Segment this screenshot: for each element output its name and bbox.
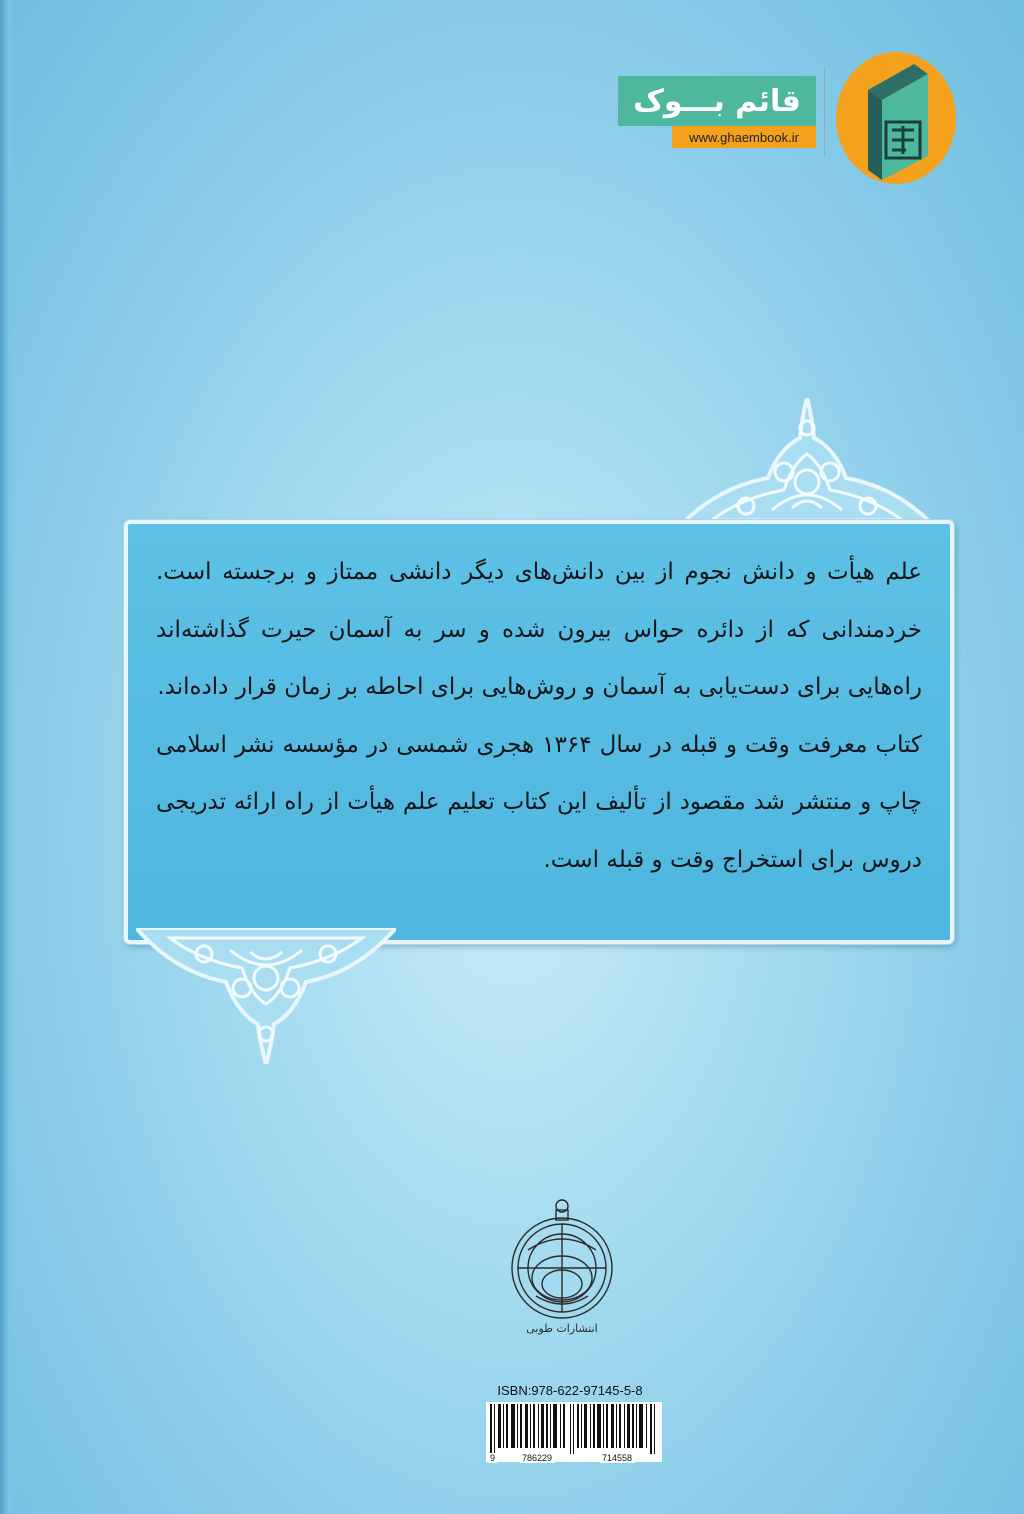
publisher-name: انتشارات طوبی <box>526 1322 598 1335</box>
description-paragraph-2: کتاب معرفت وقت و قبله در سال ۱۳۶۴ هجری شمسی در مؤسسه نشر اسلامی چاپ و منتشر شد مقصود از تألیف این کتاب تعلیم علم هیأت از راه ارائه تدریجی دروس برای استخراج وقت و قبله است. <box>156 731 922 873</box>
logo-divider <box>824 68 825 156</box>
publisher-astrolabe-logo <box>506 1186 618 1336</box>
description-panel <box>124 520 954 944</box>
logo-title: قائم بـــوک <box>618 76 816 126</box>
barcode-digits-right: 714558 <box>602 1453 633 1463</box>
isbn-barcode <box>486 1402 662 1462</box>
barcode-digit-prefix: 9 <box>490 1453 496 1463</box>
book-logo-icon <box>862 60 934 182</box>
top-ornament-icon <box>676 398 938 530</box>
barcode-digits-left: 786229 <box>522 1453 553 1463</box>
bottom-ornament-icon <box>136 928 396 1064</box>
isbn-label: ISBN:978-622-97145-5-8 <box>497 1383 643 1398</box>
logo-url[interactable]: www.ghaembook.ir <box>672 126 816 148</box>
barcode-bars-icon <box>486 1402 662 1454</box>
book-spine-edge <box>0 0 14 1514</box>
description-paragraph-1: علم هیأت و دانش نجوم از بین دانش‌های دیگر دانشی ممتاز و برجسته است. خردمندانی که از دائره حواس بیرون شده و سر به آسمان حیرت گذاشته‌اند راه‌هایی برای دست‌یابی به آسمان و روش‌هایی برای احاطه بر زمان قرار داده‌اند. <box>156 559 922 700</box>
